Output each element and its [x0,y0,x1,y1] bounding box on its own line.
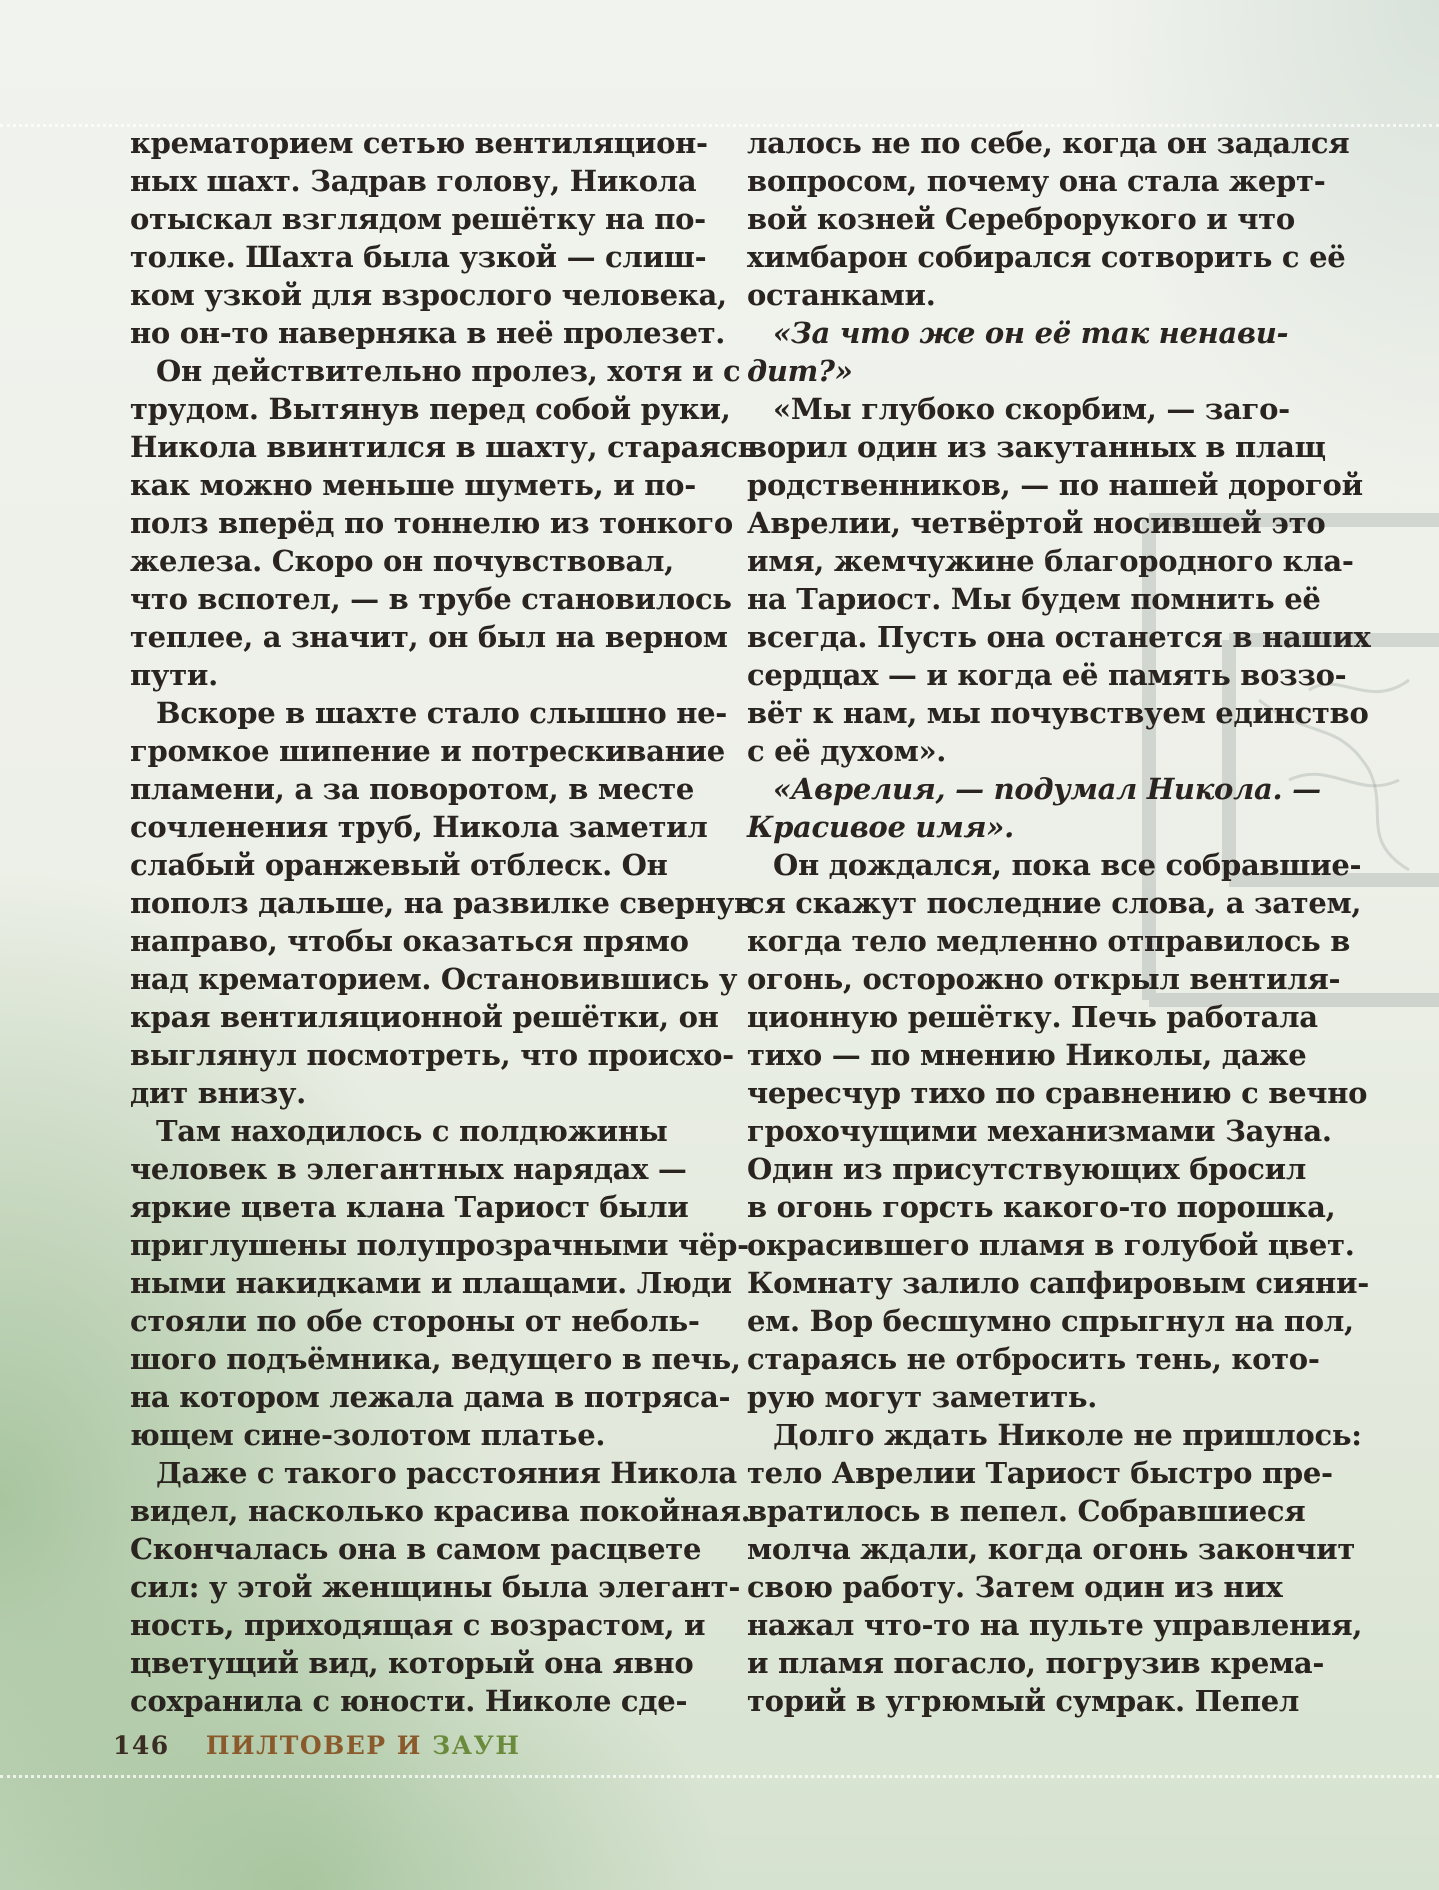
text-line: Один из присутствующих бросил [747,1152,1306,1186]
text-line: Скончалась она в самом расцвете [130,1532,702,1566]
text-line: останками. [747,278,936,312]
text-line: имя, жемчужине благородного кла- [747,544,1354,578]
text-line: Красивое имя». [747,810,1014,844]
text-line: крематорием сетью вентиляцион- [130,126,708,160]
text-line: Долго ждать Николе не пришлось: [773,1418,1362,1452]
text-line: трудом. Вытянув перед собой руки, [130,392,731,426]
text-line: цветущий вид, который она явно [130,1646,694,1680]
text-line: Аврелии, четвёртой носившей это [747,506,1326,540]
text-line: Он дождался, пока все собравшие- [773,848,1362,882]
text-line: пути. [130,658,218,692]
text-line: сил: у этой женщины была элегант- [130,1570,741,1604]
text-line: лалось не по себе, когда он задался [747,126,1350,160]
text-line: стараясь не отбросить тень, кото- [747,1342,1320,1376]
text-line: Никола ввинтился в шахту, стараясь [130,430,757,464]
text-line: сохранила с юности. Николе сде- [130,1684,688,1718]
text-line: Комнату залило сапфировым сияни- [747,1266,1369,1300]
text-line: на Тариост. Мы будем помнить её [747,582,1321,616]
text-line: сочленения труб, Никола заметил [130,810,708,844]
text-line: когда тело медленно отправилось в [747,924,1351,958]
text-line: стояли по обе стороны от неболь- [130,1304,700,1338]
text-line: над крематорием. Остановившись у [130,962,738,996]
text-line: родственников, — по нашей дорогой [747,468,1363,502]
book-title-part2: ЗАУН [432,1731,521,1760]
left-text-column [130,124,757,1720]
page-footer [113,1731,520,1760]
text-line: ем. Вор бесшумно спрыгнул на пол, [747,1304,1354,1338]
text-line: человек в элегантных нарядах — [130,1152,687,1186]
text-line: окрасившего пламя в голубой цвет. [747,1228,1355,1262]
text-line: ся скажут последние слова, а затем, [747,886,1362,920]
text-line: свою работу. Затем один из них [747,1570,1283,1604]
text-line: слабый оранжевый отблеск. Он [130,848,668,882]
text-line: вопросом, почему она стала жерт- [747,164,1326,198]
book-title-part1: ПИЛТОВЕР И [205,1731,422,1760]
text-line: Он действительно пролез, хотя и с [156,354,741,388]
right-text-column [747,124,1371,1720]
text-line: приглушены полупрозрачными чёр- [130,1228,749,1262]
text-line: с её духом». [747,734,947,768]
text-line: теплее, а значит, он был на верном [130,620,728,654]
text-line: вой козней Сереброрукого и что [747,202,1295,236]
text-line: направо, чтобы оказаться прямо [130,924,689,958]
text-line: вёт к нам, мы почувствуем единство [747,696,1369,730]
text-line: железа. Скоро он почувствовал, [130,544,674,578]
text-line: грохочущими механизмами Зауна. [747,1114,1332,1148]
text-line: Вскоре в шахте стало слышно не- [156,696,728,730]
text-line: отыскал взглядом решётку на по- [130,202,706,236]
text-line: ными накидками и плащами. Люди [130,1266,732,1300]
text-line: огонь, осторожно открыл вентиля- [747,962,1341,996]
text-line: сердцах — и когда её память воззо- [747,658,1347,692]
text-line: вратилось в пепел. Собравшиеся [747,1494,1306,1528]
text-line: толке. Шахта была узкой — слиш- [130,240,707,274]
text-line: яркие цвета клана Тариост были [130,1190,689,1224]
text-line: ционную решётку. Печь работала [747,1000,1318,1034]
text-line: тихо — по мнению Николы, даже [747,1038,1307,1072]
text-line: но он-то наверняка в неё пролезет. [130,316,726,350]
text-line: ворил один из закутанных в плащ [747,430,1326,464]
bottom-dotted-rule [0,1775,1439,1778]
text-line: «Мы глубоко скорбим, — заго- [773,392,1290,426]
text-line: ющем сине-золотом платье. [130,1418,606,1452]
text-line: рую могут заметить. [747,1380,1098,1414]
text-line: громкое шипение и потрескивание [130,734,725,768]
text-line: всегда. Пусть она останется в наших [747,620,1371,654]
text-line: и пламя погасло, погрузив крема- [747,1646,1325,1680]
text-line: пламени, а за поворотом, в месте [130,772,695,806]
text-line: торий в угрюмый сумрак. Пепел [747,1684,1300,1718]
text-line: видел, насколько красива покойная. [130,1494,751,1528]
text-line: ных шахт. Задрав голову, Никола [130,164,697,198]
text-line: Даже с такого расстояния Никола [156,1456,737,1490]
text-line: края вентиляционной решётки, он [130,1000,719,1034]
text-line: пополз дальше, на развилке свернув [130,886,754,920]
text-line: тело Аврелии Тариост быстро пре- [747,1456,1333,1490]
text-line: выглянул посмотреть, что происхо- [130,1038,734,1072]
text-line: нажал что-то на пульте управления, [747,1608,1363,1642]
text-line: «Аврелия, — подумал Никола. — [773,772,1321,806]
text-line: полз вперёд по тоннелю из тонкого [130,506,733,540]
page-number: 146 [113,1731,170,1760]
text-line: на котором лежала дама в потряса- [130,1380,731,1414]
text-line: дит внизу. [130,1076,306,1110]
text-line: «За что же он её так ненави- [773,316,1289,350]
text-line: дит?» [747,354,853,388]
text-line: химбарон собирался сотворить с её [747,240,1346,274]
text-line: ком узкой для взрослого человека, [130,278,727,312]
text-line: в огонь горсть какого-то порошка, [747,1190,1336,1224]
text-line: Там находилось с полдюжины [156,1114,668,1148]
text-line: как можно меньше шуметь, и по- [130,468,696,502]
text-line: шого подъёмника, ведущего в печь, [130,1342,741,1376]
text-line: что вспотел, — в трубе становилось [130,582,732,616]
text-line: молча ждали, когда огонь закончит [747,1532,1355,1566]
text-line: ность, приходящая с возрастом, и [130,1608,706,1642]
text-line: чересчур тихо по сравнению с вечно [747,1076,1368,1110]
